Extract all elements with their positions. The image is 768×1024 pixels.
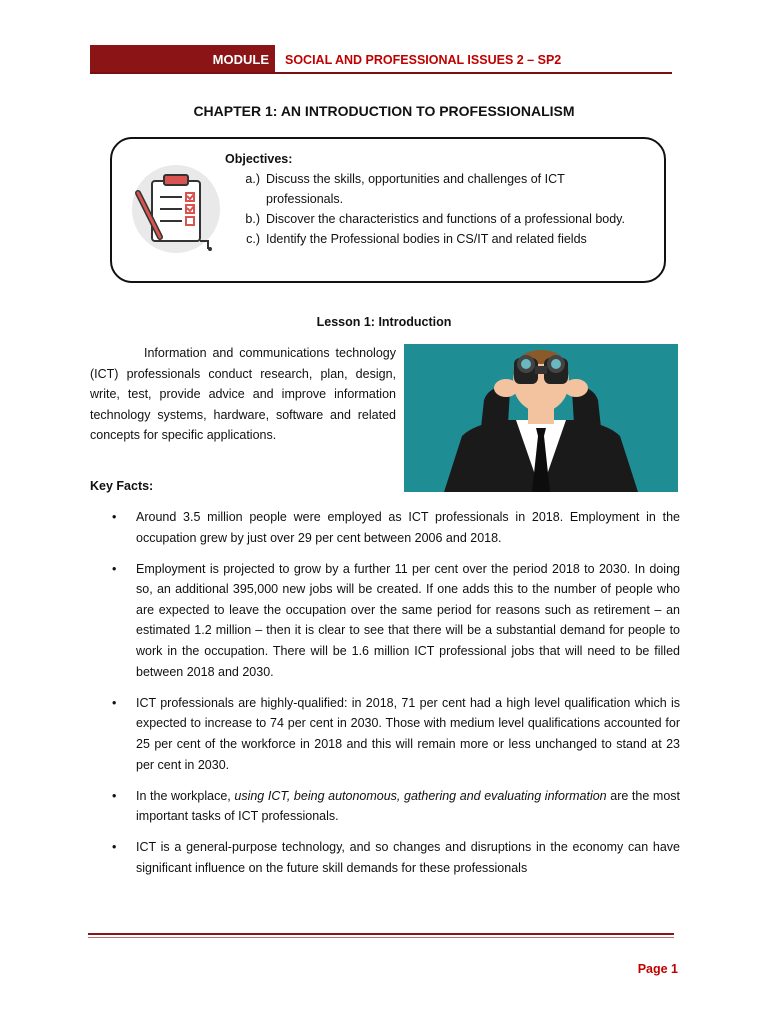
objective-item: b.) Discover the characteristics and functions of a professional body. xyxy=(245,212,625,226)
objective-item: c.) Identify the Professional bodies in CS/IT and related fields xyxy=(246,232,587,246)
bullet-icon: • xyxy=(112,561,117,576)
objectives-box xyxy=(110,137,666,283)
course-title: SOCIAL AND PROFESSIONAL ISSUES 2 – SP2 xyxy=(285,53,562,67)
businessman-binoculars-illustration xyxy=(404,344,678,492)
bullet-icon: • xyxy=(112,788,117,803)
page-number: Page 1 xyxy=(637,962,678,976)
list-item: • In the workplace, using ICT, being autonomous, gathering and evaluating information are the most important tasks of ICT professionals. xyxy=(90,786,680,827)
footer-divider-thin xyxy=(88,937,674,938)
list-item: • Around 3.5 million people were employed as ICT professionals in 2018. Employment in the occupation grew by just over 29 per cent between 2006 and 2018. xyxy=(90,507,680,548)
lesson-title: Lesson 1: Introduction xyxy=(316,315,452,329)
chapter-title: CHAPTER 1: AN INTRODUCTION TO PROFESSIONALISM xyxy=(193,103,575,119)
list-item: • Employment is projected to grow by a further 11 per cent over the period 2018 to 2030. In doing so, an additional 395,000 new jobs will be created. If one adds this to the number of people who are expected to leave the occupation over the same period for reasons such as retirement – an estimated 1.2 million – then it is clear to see that there will be a substantial demand for people to work in the occupation. There will be 1.6 million ICT professional jobs that will need to be filled between 2018 and 2030. xyxy=(90,559,680,683)
bullet-icon: • xyxy=(112,840,117,855)
bullet-icon: • xyxy=(112,510,117,524)
list-item: • ICT is a general-purpose technology, and so changes and disruptions in the economy can have significant influence on the future skill demands for these professionals xyxy=(90,837,680,878)
footer-divider xyxy=(88,933,674,935)
clipboard-checklist-icon xyxy=(130,163,222,255)
key-facts-heading: Key Facts: xyxy=(90,479,154,493)
intro-paragraph: Information and communications technology (ICT) professionals conduct research, plan, design, write, test, provide advice and improve information technology systems, hardware, software and related concepts for specific applications. xyxy=(90,346,396,443)
bullet-icon: • xyxy=(112,695,117,710)
module-header xyxy=(90,45,672,74)
objectives-content xyxy=(225,149,635,249)
objectives-title: Objectives: xyxy=(225,152,293,166)
key-facts-list xyxy=(90,507,680,889)
objective-item: a.) Discuss the skills, opportunities and challenges of ICT professionals. xyxy=(245,172,565,206)
list-item: • ICT professionals are highly-qualified: in 2018, 71 per cent had a high level qualification which is expected to increase to 74 per cent in 2030. Those with medium level qualifications accounted for 25 per cent of the workforce in 2018 and this will remain more or less unchanged to stand at 23 per cent in 2030. xyxy=(90,693,680,775)
module-label: MODULE xyxy=(90,45,275,72)
